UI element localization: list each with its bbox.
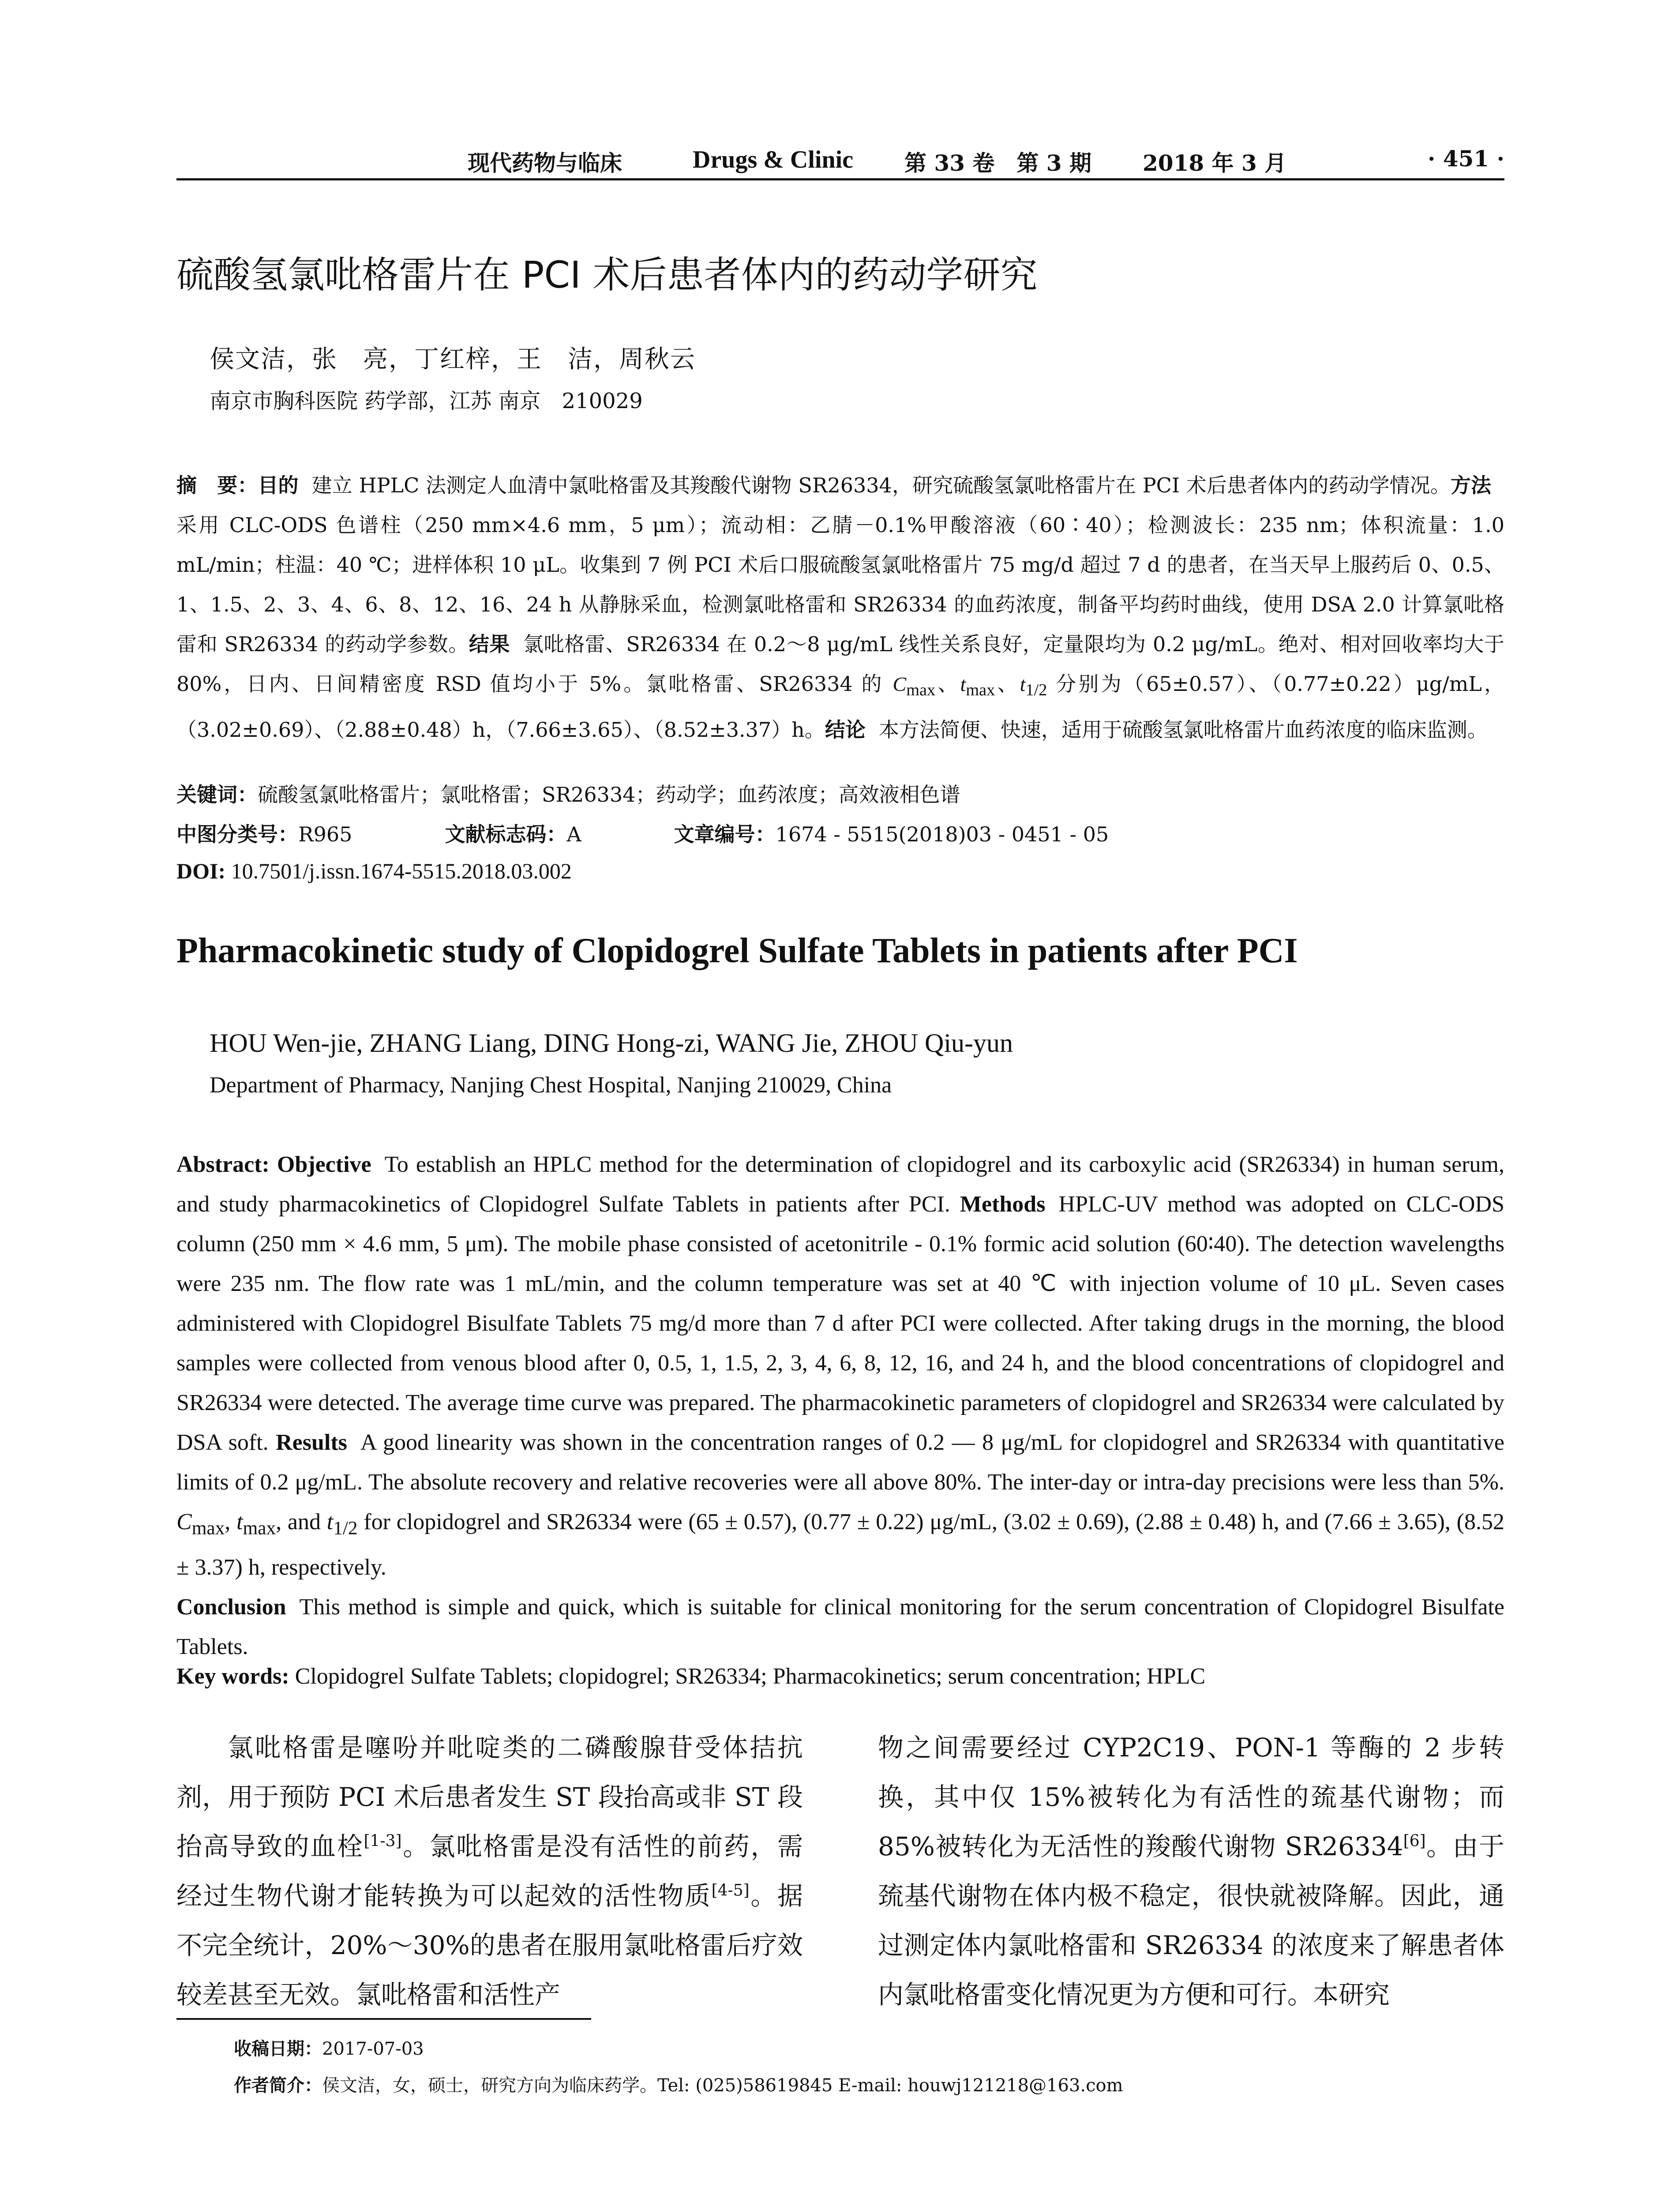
- doc-code-label: 文献标志码：: [445, 822, 567, 846]
- abstract-en-results-b: for clopidogrel and SR26334 were (65 ± 0.57), (0.77 ± 0.22) μg/mL, (3.02 ± 0.69), (2.88 ± 0.48) h, and (7.66 ± 3.65), (8.52 ± 3.37) h, respectively.: [176, 1509, 1504, 1580]
- body-column-left: [176, 1723, 803, 2019]
- authors-en: HOU Wen-jie, ZHANG Liang, DING Hong-zi, WANG Jie, ZHOU Qiu-yun: [210, 1028, 1013, 1058]
- keywords-cn: [176, 779, 960, 808]
- param-cmax-en: $C_{max}$: [176, 1509, 225, 1539]
- body-text: 。据不完全统计，20%～30%的患者在服用氯吡格雷后疗效较差甚至无效。氯吡格雷和活性产: [176, 1881, 803, 2010]
- abstract-cn-methods: 采用 CLC-ODS 色谱柱（250 mm×4.6 mm，5 μm）；流动相：乙腈－0.1%甲酸溶液（60∶40）；检测波长：235 nm；体积流量：1.0 mL/min；柱温：40 ℃；进样体积 10 μL。收集到 7 例 PCI 术后口服硫酸氢氯吡格雷片 75 mg/d 超过 7 d 的患者，在当天早上服药后 0、0.5、1、1.5、2、3、4、6、8、12、16、24 h 从静脉采血，检测氯吡格雷和 SR26334 的血药浓度，制备平均药时曲线，使用 DSA 2.0 计算氯吡格雷和 SR26334 的药动学参数。: [176, 513, 1504, 656]
- journal-name-cn: 现代药物与临床: [468, 150, 622, 176]
- title-cn: 硫酸氢氯吡格雷片在 PCI 术后患者体内的药动学研究: [176, 253, 1038, 296]
- keywords-cn-text: 硫酸氢氯吡格雷片；氯吡格雷；SR26334；药动学；血药浓度；高效液相色谱: [258, 783, 960, 807]
- abstract-en-results-a: A good linearity was shown in the concentration ranges of 0.2 — 8 μg/mL for clopidogrel and SR26334 with quantitative limits of 0.2 μg/mL. The absolute recovery and relative recoveries were all above 80%. The inter-day or intra-day precisions were less than 5%.: [176, 1430, 1504, 1495]
- footnote-received-label: 收稿日期：: [234, 2039, 322, 2059]
- article-no-value: 1674 - 5515(2018)03 - 0451 - 05: [775, 822, 1109, 846]
- abstract-cn-results-b: 分别为（65±0.57）、（0.77±0.22）μg/mL，（3.02±0.69）、（2.88±0.48）h，（7.66±3.65）、（8.52±3.37）h。: [176, 672, 1505, 742]
- sep: ,: [225, 1509, 237, 1534]
- body-text: 氯吡格雷是噻吩并吡啶类的二磷酸腺苷受体拮抗剂，用于预防 PCI 术后患者发生 ST 段抬高或非 ST 段抬高导致的血栓: [176, 1733, 803, 1861]
- page-number: · 451 ·: [1428, 146, 1504, 172]
- abstract-cn-conclusion-label: 结论: [825, 718, 866, 742]
- body-text: 物之间需要经过 CYP2C19、PON-1 等酶的 2 步转换，其中仅 15%被转化为有活性的巯基代谢物；而 85%被转化为无活性的羧酸代谢物 SR26334: [878, 1733, 1504, 1861]
- running-header: [176, 141, 1504, 180]
- title-en: Pharmacokinetic study of Clopidogrel Sulfate Tablets in patients after PCI: [176, 931, 1298, 970]
- clc-label: 中图分类号：: [176, 822, 298, 846]
- abstract-en-objective-label: Objective: [277, 1152, 371, 1177]
- sep: 、: [995, 672, 1020, 696]
- param-cmax: $C_{max}$: [892, 673, 936, 700]
- keywords-en-label: Key words:: [176, 1664, 295, 1689]
- body-text: 。氯吡格雷是没有活性的前药，需经过生物代谢才能转换为可以起效的活性物质: [176, 1831, 803, 1911]
- affiliation-en: Department of Pharmacy, Nanjing Chest Hospital, Nanjing 210029, China: [210, 1073, 892, 1098]
- footnote-author-text: 侯文洁，女，硕士，研究方向为临床药学。Tel: (025)58619845 E-mail: houwj121218@163.com: [322, 2075, 1123, 2096]
- sep: 、: [935, 672, 960, 696]
- abstract-cn-results-a: 氯吡格雷、SR26334 在 0.2～8 μg/mL 线性关系良好，定量限均为 0.2 μg/mL。绝对、相对回收率均大于 80%，日内、日间精密度 RSD 值均小于 5%。氯吡格雷、SR26334 的: [176, 632, 1504, 696]
- classification-line: [176, 818, 1109, 848]
- body-paragraph: [878, 1723, 1504, 2019]
- keywords-en: [176, 1663, 1504, 1689]
- volume-issue: 第 33 卷 第 3 期: [904, 150, 1091, 176]
- abstract-en-conclusion-label: Conclusion: [176, 1594, 286, 1620]
- doi-label: DOI:: [176, 859, 226, 883]
- body-paragraph: [176, 1723, 803, 2019]
- journal-name-en: Drugs & Clinic: [693, 146, 853, 173]
- body-text: 。由于巯基代谢物在体内极不稳定，很快就被降解。因此，通过测定体内氯吡格雷和 SR26334 的浓度来了解患者体内氯吡格雷变化情况更为方便和可行。本研究: [878, 1831, 1504, 2010]
- citation: [4-5]: [711, 1881, 750, 1900]
- abstract-cn-objective-label: 目的: [258, 473, 299, 497]
- param-tmax: $t_{max}$: [960, 673, 995, 700]
- authors-cn: 侯文洁，张 亮，丁红梓，王 洁，周秋云: [210, 345, 696, 374]
- article-no-label: 文章编号：: [674, 822, 776, 846]
- footnote-received: [234, 2035, 424, 2060]
- affiliation-cn: 南京市胸科医院 药学部，江苏 南京 210029: [210, 389, 643, 413]
- sep: , and: [276, 1509, 327, 1534]
- body-column-right: [878, 1723, 1504, 2019]
- keywords-en-text: Clopidogrel Sulfate Tablets; clopidogrel; SR26334; Pharmacokinetics; serum concentration; HPLC: [295, 1664, 1206, 1689]
- footnote-rule: [176, 2018, 591, 2020]
- abstract-en: [176, 1145, 1504, 1667]
- abstract-cn-objective: 建立 HPLC 法测定人血清中氯吡格雷及其羧酸代谢物 SR26334，研究硫酸氢氯吡格雷片在 PCI 术后患者体内的药动学情况。: [311, 473, 1451, 497]
- footnote-received-date: 2017-07-03: [322, 2039, 424, 2059]
- abstract-en-lead: Abstract:: [176, 1152, 277, 1177]
- abstract-en-methods: HPLC-UV method was adopted on CLC-ODS column (250 mm × 4.6 mm, 5 μm). The mobile phase consisted of acetonitrile - 0.1% formic acid solution (60∶40). The detection wavelengths were 235 nm. The flow rate was 1 mL/min, and the column temperature was set at 40 ℃ with injection volume of 10 μL. Seven cases administered with Clopidogrel Bisulfate Tablets 75 mg/d more than 7 d after PCI were collected. After taking drugs in the morning, the blood samples were collected from venous blood after 0, 0.5, 1, 1.5, 2, 3, 4, 6, 8, 12, 16, and 24 h, and the blood concentrations of clopidogrel and SR26334 were detected. The average time curve was prepared. The pharmacokinetic parameters of clopidogrel and SR26334 were calculated by DSA soft.: [176, 1192, 1504, 1455]
- abstract-cn-results-label: 结果: [469, 632, 510, 656]
- param-thalf-en: $t_{1/2}$: [326, 1509, 358, 1539]
- footnote-author: [234, 2071, 1123, 2097]
- abstract-en-conclusion: This method is simple and quick, which is suitable for clinical monitoring for the serum concentration of Clopidogrel Bisulfate Tablets.: [176, 1594, 1504, 1660]
- abstract-en-results-label: Results: [276, 1430, 347, 1455]
- doi-value: 10.7501/j.issn.1674-5515.2018.03.002: [231, 859, 572, 883]
- abstract-en-methods-label: Methods: [960, 1192, 1046, 1217]
- doi-line: [176, 858, 572, 884]
- abstract-cn-methods-label: 方法: [1450, 473, 1492, 497]
- abstract-cn: [176, 465, 1504, 750]
- issue-date: 2018 年 3 月: [1143, 150, 1287, 176]
- citation: [1-3]: [364, 1832, 402, 1850]
- param-tmax-en: $t_{max}$: [236, 1509, 276, 1539]
- abstract-cn-conclusion: 本方法简便、快速，适用于硫酸氢氯吡格雷片血药浓度的临床监测。: [878, 718, 1488, 742]
- clc-value: R965: [298, 822, 352, 846]
- param-thalf: $t_{1/2}$: [1020, 673, 1047, 700]
- citation: [6]: [1403, 1832, 1426, 1850]
- abstract-cn-lead: 摘 要：: [176, 473, 258, 497]
- keywords-cn-label: 关键词：: [176, 783, 258, 807]
- doc-code-value: A: [566, 822, 581, 846]
- abstract-en-objective: To establish an HPLC method for the determination of clopidogrel and its carboxylic acid (SR26334) in human serum, and study pharmacokinetics of Clopidogrel Sulfate Tablets in patients after PCI.: [176, 1152, 1504, 1217]
- footnote-author-label: 作者简介：: [234, 2075, 322, 2096]
